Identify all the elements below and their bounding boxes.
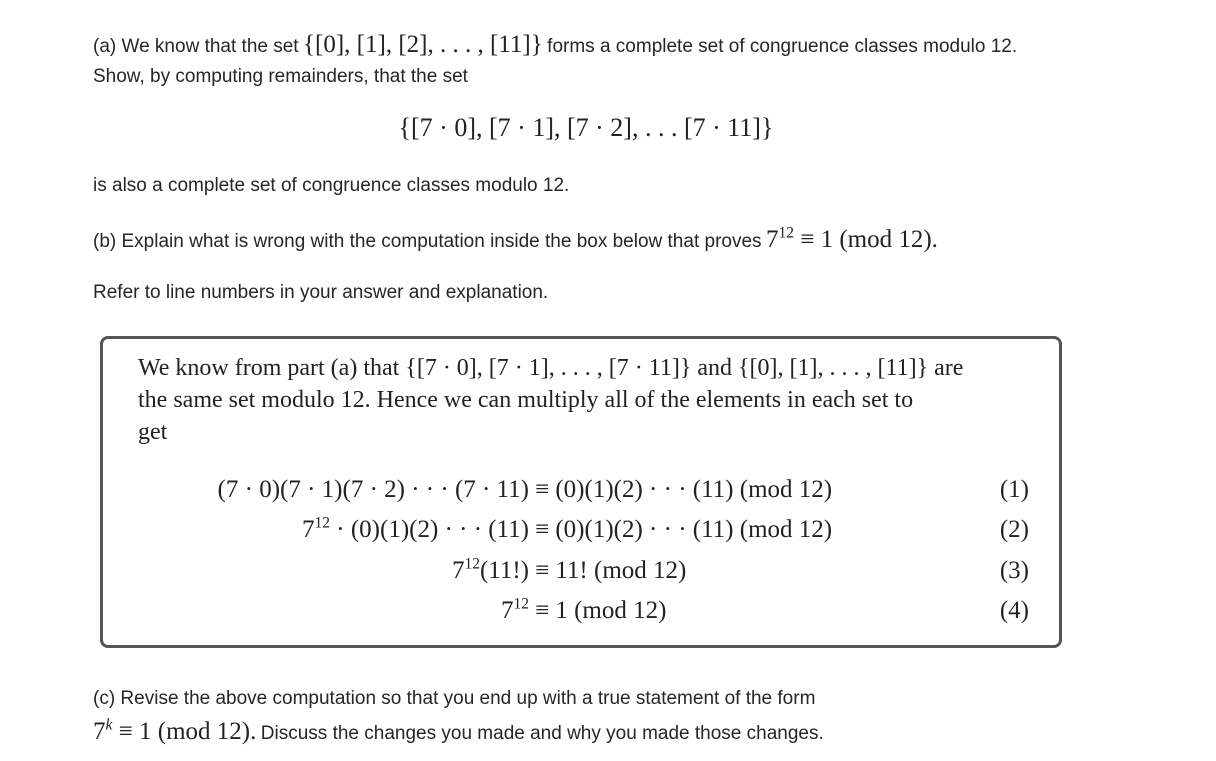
equation-4-exponent: 12: [513, 595, 529, 613]
equation-3-exponent: 12: [464, 555, 480, 573]
part-a-intro-text: (a) We know that the set: [93, 36, 299, 57]
part-c-target-rest: ≡ 1 (mod 12).: [112, 718, 257, 745]
equation-row-4: [103, 597, 1059, 633]
equation-3-right: ≡ 11! (mod 12): [535, 557, 687, 584]
equation-2-base: 7: [302, 516, 315, 543]
equation-2-left-rest: · (0)(1)(2) · · · (11): [330, 516, 529, 543]
part-a-conclusion: is also a complete set of congruence classes modulo 12.: [93, 175, 570, 196]
equation-row-3: [103, 557, 1059, 593]
equation-3-left-rest: (11!): [479, 557, 529, 584]
part-a-intro-tail: forms a complete set of congruence classes modulo 12.: [547, 36, 1018, 57]
part-c-second-line: [93, 718, 824, 746]
part-b-claim-exponent: 12: [778, 224, 794, 242]
equation-1-number: (1): [999, 476, 1029, 503]
part-b-instruction: Refer to line numbers in your answer and explanation.: [93, 282, 549, 303]
proof-text-line-2: the same set modulo 12. Hence we can multiply all of the elements in each set to: [138, 387, 914, 413]
proof-text-line-1: We know from part (a) that {[7 · 0], [7 · 1], . . . , [7 · 11]} and {[0], [1], . . . , [11]} are: [138, 355, 964, 381]
equation-4-left: [501, 597, 529, 625]
part-c-question: (c) Revise the above computation so that you end up with a true statement of the form: [93, 688, 816, 709]
equation-4-number: (4): [999, 597, 1029, 624]
equation-2-left: [302, 516, 529, 544]
proof-box: [100, 336, 1062, 648]
equation-2-exponent: 12: [314, 514, 331, 532]
part-c-target-base: 7: [93, 718, 106, 745]
part-a-display-set: {[7 · 0], [7 · 1], [7 · 2], . . . [7 · 11]}: [398, 113, 774, 142]
part-c-target-math: [93, 718, 256, 745]
equation-row-2: [103, 516, 1059, 552]
part-b-claim-math: [766, 226, 938, 253]
equation-1-left: (7 · 0)(7 · 1)(7 · 2) · · · (7 · 11): [217, 476, 529, 503]
part-c-instruction: Discuss the changes you made and why you made those changes.: [260, 723, 824, 744]
part-a-base-set-math: {[0], [1], [2], . . . , [11]}: [303, 31, 543, 58]
equation-1-right: ≡ (0)(1)(2) · · · (11) (mod 12): [535, 476, 833, 503]
equation-3-number: (3): [999, 557, 1029, 584]
proof-text-line-3: get: [138, 419, 168, 445]
equation-2-number: (2): [999, 516, 1029, 543]
part-a-instruction: Show, by computing remainders, that the set: [93, 66, 468, 87]
part-b-question-text: (b) Explain what is wrong with the computation inside the box below that proves: [93, 231, 762, 252]
part-c-target-exponent: k: [105, 716, 113, 734]
part-a-intro-line: [93, 31, 1017, 59]
equation-4-base: 7: [501, 597, 514, 624]
equation-3-left: [452, 557, 529, 585]
equation-row-1: [103, 476, 1059, 512]
part-b-claim-rest: ≡ 1 (mod 12).: [793, 226, 938, 253]
part-b-question-line: [93, 226, 938, 254]
equation-3-base: 7: [451, 557, 465, 584]
part-b-claim-base: 7: [765, 226, 779, 253]
equation-2-right: ≡ (0)(1)(2) · · · (11) (mod 12): [535, 516, 833, 543]
equation-4-right: ≡ 1 (mod 12): [535, 597, 667, 624]
